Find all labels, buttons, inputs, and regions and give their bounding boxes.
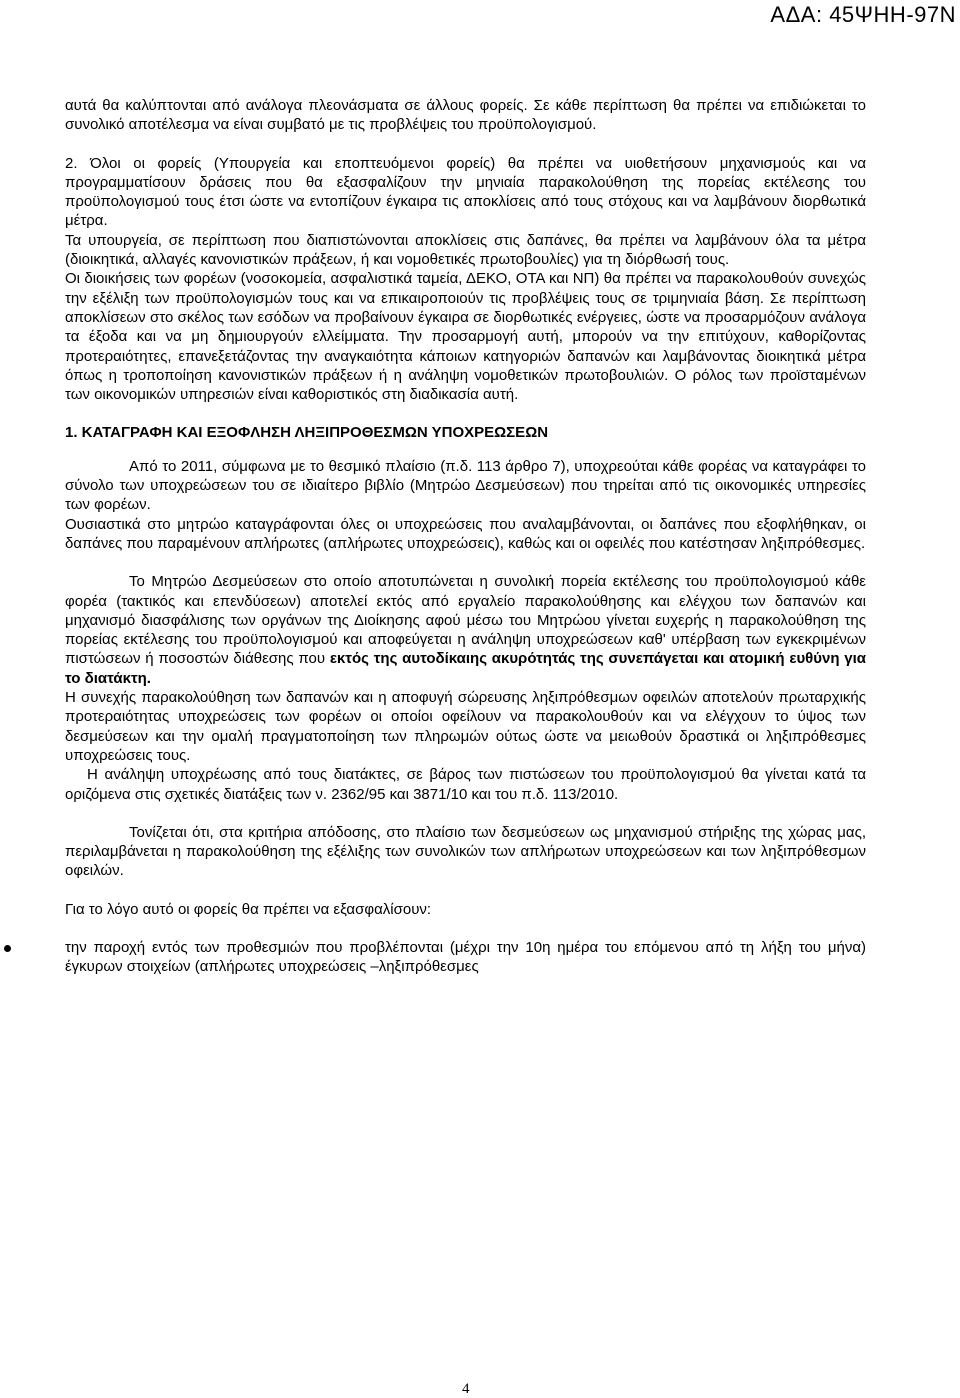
- paragraph-3: Τα υπουργεία, σε περίπτωση που διαπιστώνονται αποκλίσεις στις δαπάνες, θα πρέπει να λαμβάνουν όλα τα μέτρα (διοικητικά, αλλαγές κανονιστικών πράξεων, ή και νομοθετικές πρωτοβουλίες) για τη διόρθωσή τους.: [65, 231, 866, 269]
- bullet-item: [65, 938, 866, 977]
- paragraph-1: αυτά θα καλύπτονται από ανάλογα πλεονάσματα σε άλλους φορείς. Σε κάθε περίπτωση θα πρέπει να επιδιώκεται το συνολικό αποτέλεσμα να είναι συμβατό με τις προβλέψεις του προϋπολογισμού.: [65, 97, 866, 134]
- paragraph-10: Τονίζεται ότι, στα κριτήρια απόδοσης, στο πλαίσιο των δεσμεύσεων ως μηχανισμού στήριξης της χώρας μας, περιλαμβάνεται η παρακολούθηση της εξέλιξης των συνολικών των απλήρωτων υποχρεώσεων και των ληξιπρόθεσμων οφειλών.: [65, 823, 866, 880]
- bullet-dot-icon: [4, 945, 11, 952]
- page-number: 4: [462, 1381, 470, 1397]
- paragraph-9: Η ανάληψη υποχρέωσης από τους διατάκτες, σε βάρος των πιστώσεων του προϋπολογισμού θα γίνεται κατά τα οριζόμενα στις σχετικές διατάξεις των ν. 2362/95 και 3871/10 και του π.δ. 113/2010.: [65, 766, 866, 803]
- paragraph-7-bold: εκτός της αυτοδίκαιης ακυρότητάς της συνεπάγεται και ατομική ευθύνη για το διατάκτη.: [65, 650, 866, 687]
- section-heading: 1. ΚΑΤΑΓΡΑΦΗ ΚΑΙ ΕΞΟΦΛΗΣΗ ΛΗΞΙΠΡΟΘΕΣΜΩΝ ΥΠΟΧΡΕΩΣΕΩΝ: [65, 424, 549, 442]
- paragraph-2: 2. Όλοι οι φορείς (Υπουργεία και εποπτευόμενοι φορείς) θα πρέπει να υιοθετήσουν μηχανισμούς και να προγραμματίσουν δράσεις που θα εξασφαλίζουν την μηνιαία παρακολούθηση της πορείας εκτέλεσης του προϋπολογισμού τους έτσι ώστε να εντοπίζουν έγκαιρα τις αποκλίσεις από τους στόχους και να λαμβάνουν διορθωτικά μέτρα.: [65, 154, 866, 230]
- paragraph-7: [65, 572, 866, 688]
- bullet-text: την παροχή εντός των προθεσμιών που προβλέπονται (μέχρι την 10η ημέρα του επόμενου από τη λήξη του μήνα) έγκυρων στοιχείων (απλήρωτες υποχρεώσεις –ληξιπρόθεσμες: [65, 938, 866, 976]
- paragraph-6: Ουσιαστικά στο μητρώο καταγράφονται όλες οι υποχρεώσεις που αναλαμβάνονται, οι δαπάνες που εξοφλήθηκαν, οι δαπάνες που παραμένουν απλήρωτες (απλήρωτες υποχρεώσεις), καθώς και οι οφειλές που κατέστησαν ληξιπρόθεσμες.: [65, 515, 866, 552]
- paragraph-11: Για το λόγο αυτό οι φορείς θα πρέπει να εξασφαλίσουν:: [65, 900, 432, 918]
- paragraph-4: Οι διοικήσεις των φορέων (νοσοκομεία, ασφαλιστικά ταμεία, ΔΕΚΟ, ΟΤΑ και ΝΠ) θα πρέπει να παρακολουθούν συνεχώς την εξέλιξη των προϋπολογισμών τους και να επικαιροποιούν τις προβλέψεις τους σε τριμηνιαία βάση. Σε περίπτωση αποκλίσεων στο σκέλος των εσόδων να προβαίνουν έγκαιρα σε διορθωτικές ενέργειες, ώστε να προσαρμόζουν ανάλογα τα έξοδα και να μη δημιουργούν ελλείμματα. Την προσαρμογή αυτή, μπορούν να την επιτύχουν, καθορίζοντας προτεραιότητες, επανεξετάζοντας την αναγκαιότητα κάποιων κατηγοριών δαπανών και λαμβάνοντας διοικητικά μέτρα όπως η τροποποίηση κανονιστικών πράξεων ή η ανάληψη νομοθετικών πρωτοβουλιών. Ο ρόλος των προϊσταμένων των οικονομικών υπηρεσιών είναι καθοριστικός στη διαδικασία αυτή.: [65, 270, 866, 404]
- document-body: [65, 96, 866, 977]
- ada-code: ΑΔΑ: 45ΨΗΗ-97Ν: [770, 2, 956, 27]
- paragraph-8: Η συνεχής παρακολούθηση των δαπανών και η αποφυγή σώρευσης ληξιπρόθεσμων οφειλών αποτελούν πρωταρχικής προτεραιότητας υποχρεώσεις των φορέων οι οποίοι οφείλουν να παρακολουθούν και να ελέγχουν το ύψος των δεσμεύσεων και την ομαλή πραγματοποίηση των πληρωμών ούτως ώστε να μειωθούν δραστικά οι ληξιπρόθεσμες υποχρεώσεις τους.: [65, 689, 866, 764]
- paragraph-7-text: Το Μητρώο Δεσμεύσεων στο οποίο αποτυπώνεται η συνολική πορεία εκτέλεσης του προϋπολογισμού κάθε φορέα (τακτικός και επενδύσεων) αποτελεί εκτός από εργαλείο παρακολούθησης και ελέγχου των δαπανών και μηχανισμό διασφάλισης των οργάνων της Διοίκησης αφού μέσω του Μητρώου γίνεται ευχερής η παρακολούθηση της πορείας εκτέλεσης του προϋπολογισμού και αποφεύγεται η ανάληψη υποχρεώσεων καθ' υπέρβαση των εγκεκριμένων πιστώσεων ή ποσοστών διάθεσης που: [65, 573, 866, 668]
- paragraph-5: Από το 2011, σύμφωνα με το θεσμικό πλαίσιο (π.δ. 113 άρθρο 7), υποχρεούται κάθε φορέας να καταγράφει το σύνολο των υποχρεώσεων του σε ιδιαίτερο βιβλίο (Μητρώο Δεσμεύσεων) που τηρείται από τις οικονομικές υπηρεσίες των φορέων.: [65, 457, 866, 514]
